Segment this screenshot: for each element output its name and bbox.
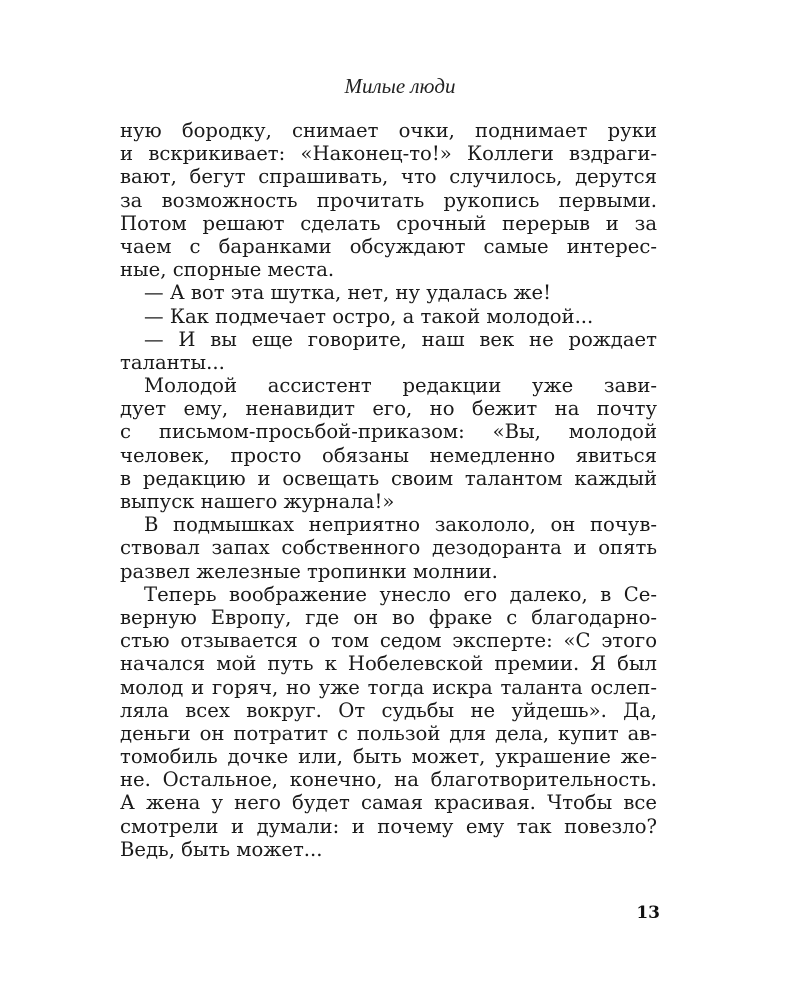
text-line: молод и горяч, но уже тогда искра таланта ослеп- <box>120 675 657 699</box>
text-line: ные, спорные места. <box>120 258 335 282</box>
text-line: с письмом-просьбой-приказом: «Вы, молодой <box>120 420 657 444</box>
text-line: Молодой ассистент редакции уже зави- <box>144 374 657 398</box>
text-line: смотрели и думали: и почему ему так повезло? <box>120 814 657 838</box>
text-line: Ведь, быть может... <box>120 837 323 861</box>
page-number: 13 <box>636 903 660 923</box>
text-line: развел железные тропинки молнии. <box>120 559 498 583</box>
text-line: томобиль дочке или, быть может, украшение же- <box>120 745 657 769</box>
text-line: и вскрикивает: «Наконец-то!» Коллеги вздраги- <box>120 142 657 166</box>
text-line: деньги он потратит с пользой для дела, купит ав- <box>120 721 657 745</box>
text-line: Потом решают сделать срочный перерыв и за <box>120 211 657 235</box>
running-head: Милые люди <box>344 74 456 98</box>
text-line: — А вот эта шутка, нет, ну удалась же! <box>144 281 552 305</box>
text-line: Теперь воображение унесло его далеко, в Се- <box>144 582 657 606</box>
text-line: ную бородку, снимает очки, поднимает руки <box>120 119 657 142</box>
text-line: ствовал запах собственного дезодоранта и опять <box>120 536 657 560</box>
text-line: дует ему, ненавидит его, но бежит на почту <box>120 397 657 421</box>
text-line: вают, бегут спрашивать, что случилось, дерутся <box>120 165 657 189</box>
text-line: таланты... <box>120 350 225 374</box>
text-line: начался мой путь к Нобелевской премии. Я был <box>120 652 657 676</box>
text-line: не. Остальное, конечно, на благотворительность. <box>120 768 657 792</box>
text-line: — Как подмечает остро, а такой молодой... <box>144 304 594 328</box>
text-line: стью отзывается о том седом эксперте: «С этого <box>120 629 657 653</box>
text-line: ляла всех вокруг. От судьбы не уйдешь». Да, <box>120 698 657 722</box>
text-line: В подмышках неприятно закололо, он почув- <box>144 513 657 537</box>
text-line: за возможность прочитать рукопись первыми. <box>120 188 657 212</box>
text-line: человек, просто обязаны немедленно явиться <box>120 443 657 467</box>
text-line: А жена у него будет самая красивая. Чтобы все <box>120 791 657 815</box>
text-line: — И вы еще говорите, наш век не рождает <box>144 327 657 351</box>
text-line: верную Европу, где он во фраке с благодарно- <box>120 605 657 629</box>
text-line: чаем с баранками обсуждают самые интерес- <box>120 234 657 258</box>
text-line: в редакцию и освещать своим талантом каждый <box>120 466 657 490</box>
text-line: выпуск нашего журнала!» <box>120 490 395 513</box>
body-text <box>120 119 657 861</box>
